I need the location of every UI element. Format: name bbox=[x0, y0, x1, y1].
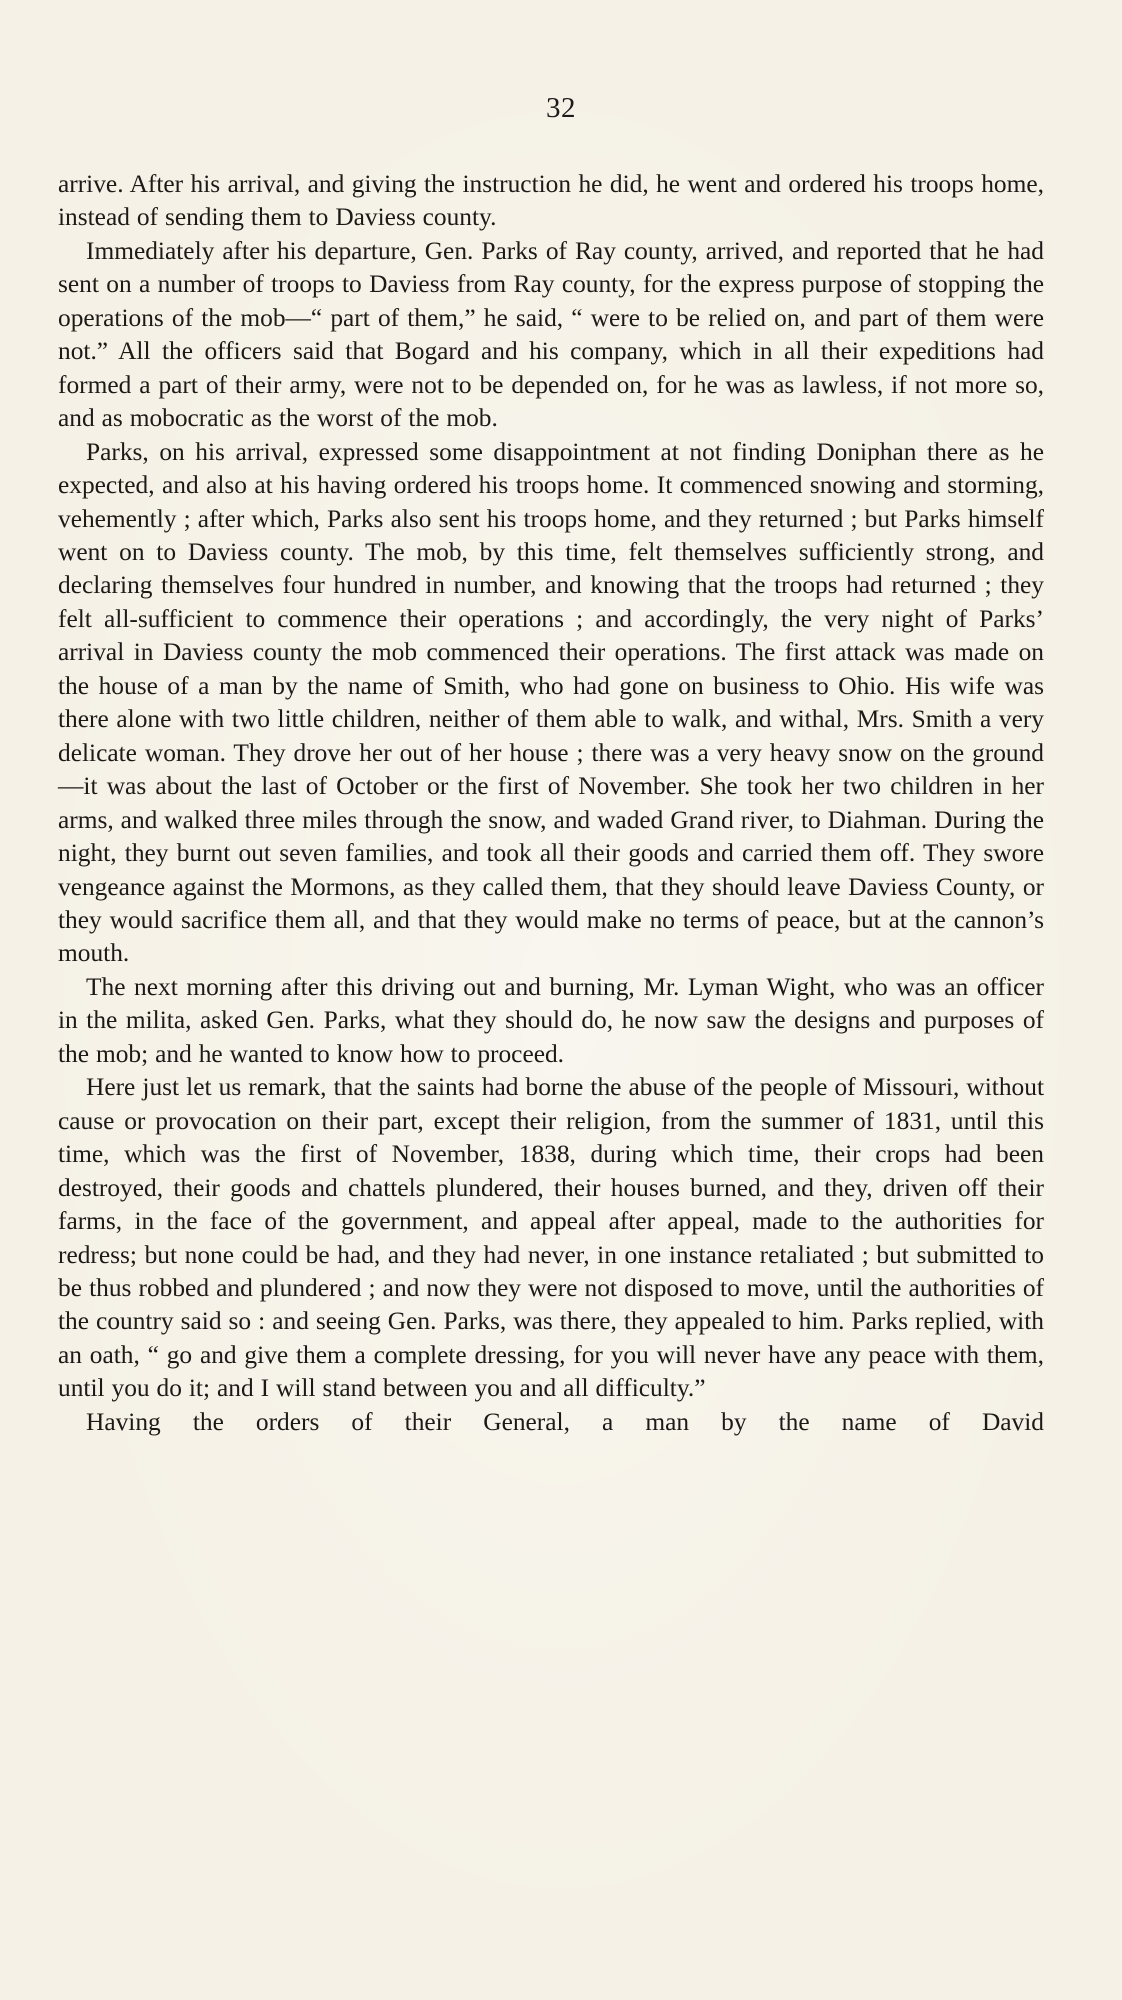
paragraph-3: Parks, on his arrival, expressed some disappointment at not finding Doniphan there as he expected, and also at his having ordered his troops home. It commenced snowing and storming, vehemently ; after which, Parks also sent his troops home, and they returned ; but Parks himself went on to Daviess county. The mob, by this time, felt themselves sufficiently strong, and declaring themselves four hundred in number, and knowing that the troops had returned ; they felt all-sufficient to commence their operations ; and accordingly, the very night of Parks’ arrival in Daviess county the mob commenced their operations. The first attack was made on the house of a man by the name of Smith, who had gone on business to Ohio. His wife was there alone with two little children, neither of them able to walk, and withal, Mrs. Smith a very delicate woman. They drove her out of her house ; there was a very heavy snow on the ground—it was about the last of October or the first of November. She took her two children in her arms, and walked three miles through the snow, and waded Grand river, to Diahman. During the night, they burnt out seven families, and took all their goods and carried them off. They swore vengeance against the Mormons, as they called them, that they should leave Daviess County, or they would sacrifice them all, and that they would make no terms of peace, but at the cannon’s mouth. bbox=[58, 437, 1044, 968]
paragraph-1: arrive. After his arrival, and giving the instruction he did, he went and ordered his troops home, instead of sending them to Daviess county. bbox=[58, 170, 1044, 232]
paragraph-4: The next morning after this driving out and burning, Mr. Lyman Wight, who was an officer in the milita, asked Gen. Parks, what they should do, he now saw the designs and purposes of the mob; and he wanted to know how to proceed. bbox=[58, 972, 1044, 1068]
paragraph-2: Immediately after his departure, Gen. Parks of Ray county, arrived, and reported that he had sent on a number of troops to Daviess from Ray county, for the express purpose of stopping the operations of the mob—“ part of them,” he said, “ were to be relied on, and part of them were not.” All the officers said that Bogard and his company, which in all their expeditions had formed a part of their army, were not to be depended on, for he was as lawless, if not more so, and as mobocratic as the worst of the mob. bbox=[58, 236, 1044, 433]
body-text bbox=[58, 168, 1044, 1439]
paragraph-5: Here just let us remark, that the saints had borne the abuse of the people of Missouri, without cause or provocation on their part, except their religion, from the summer of 1831, until this time, which was the first of November, 1838, during which time, their crops had been destroyed, their goods and chattels plundered, their houses burned, and they, driven off their farms, in the face of the government, and appeal after appeal, made to the authorities for redress; but none could be had, and they had never, in one instance retaliated ; but submitted to be thus robbed and plundered ; and now they were not disposed to move, until the authorities of the country said so : and seeing Gen. Parks, was there, they appealed to him. Parks replied, with an oath, “ go and give them a complete dressing, for you will never have any peace with them, until you do it; and I will stand between you and all difficulty.” bbox=[58, 1073, 1044, 1403]
page-number: 32 bbox=[546, 92, 576, 124]
paragraph-6: Having the orders of their General, a man by the name of David bbox=[86, 1407, 1044, 1436]
